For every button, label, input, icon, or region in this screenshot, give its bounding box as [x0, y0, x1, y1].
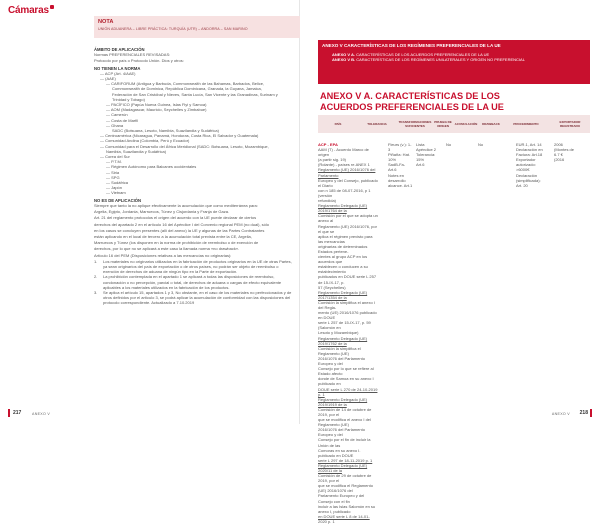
column-procedure	[516, 142, 546, 188]
table-cell-line: (a partir sig. 19)	[318, 157, 347, 163]
note-title: NOTA	[98, 19, 114, 25]
table-cell-line: incluir a las Islas Salomón en su anexo I, publicado	[318, 503, 376, 514]
text-line: — Corea del Sur	[100, 154, 130, 160]
table-cell-line: Reglamento Delegado (UE) 2019/1762 de la	[318, 335, 368, 346]
table-cell-line: (2016	[554, 157, 565, 163]
column-country	[318, 142, 378, 524]
table-header-cell: TOLERANCIA	[367, 122, 387, 126]
table-cell-line: serie L 257 de 15-IX-17, p. 59 (Salomón en	[318, 320, 371, 331]
table-header-cell: PAÍS	[334, 122, 342, 126]
table-cell-line: Europeo y del Consejo, publicado el Diario	[318, 177, 378, 188]
text-line: — Vietnam	[106, 190, 126, 196]
table-cell-line: (Montes de	[554, 147, 575, 153]
numbered-paragraph	[94, 274, 294, 290]
table-cell-line: donde de Samoa en su anexo I publicado en	[318, 376, 374, 387]
table-cell-line: Reglamento Delegado (UE) 2019/1919 de la	[318, 396, 368, 407]
table-cell-line: Comisión de 14 de octubre de 2019, por el	[318, 406, 372, 417]
text-line: Normas PREFERENCIALES REVISADAS:	[94, 52, 171, 58]
column-cumulation	[446, 142, 476, 147]
table-cell-line: originarias de determinados Estados pertene-	[318, 243, 368, 254]
table-cell-line: establecen o conducen a su establecimiento	[318, 264, 368, 275]
table-header-cell: DRAWBACK	[482, 122, 500, 126]
table-cell-line: alcance. Art.1	[388, 182, 413, 188]
table-cell-line: >6000€	[516, 167, 530, 173]
text-line: — PACÍFICO (Papúa Nueva Guinea, Islas Fiyi y Samoa)	[106, 102, 207, 108]
page-number-left: 217	[13, 410, 22, 416]
table-cell-line: Apéndice 2	[416, 147, 437, 153]
table-cell-line: Declaración en	[516, 147, 543, 153]
table-header-row	[318, 115, 590, 133]
annex-index-box	[318, 40, 590, 84]
text-line: — ACP (Art. 4/AAE)	[100, 70, 136, 76]
table-cell-line: que se modifica el anexo I del Reglamento (UE)	[318, 417, 371, 428]
table-cell-line: Tolerancia: 15%	[416, 152, 436, 163]
section-heading: NO TIENEN LA NORMA	[94, 65, 141, 71]
text-line: — Japón	[106, 185, 123, 191]
column-registered-exporter	[554, 142, 589, 162]
table-cell-line: Comisión la simplifica el Reglamento (UE)	[318, 345, 361, 356]
camaras-logo: Cámaras	[8, 5, 54, 16]
page-accent-bar-right	[590, 409, 592, 417]
table-cell-line: Reglamento (UE) 2016/1076, por el que se	[318, 223, 377, 234]
annex-heading-line2: ACUERDOS PREFERENCIALES DE LA UE	[320, 101, 504, 112]
text-line: — Sudáfrica	[106, 180, 129, 186]
page-label-right: ANEXO V	[551, 412, 570, 416]
text-line: están aplicando en el local de tercero a la acumulación total prevista entre la CE, Argelia,	[94, 233, 252, 239]
table-cell-line: ACP - EPA	[318, 142, 338, 147]
text-line: — CARIFORUM (Antigua y Barbuda, Commonwealth de las Bahamas, Barbados, Belice,	[106, 81, 265, 87]
left-body-text	[94, 45, 294, 306]
right-page	[300, 0, 600, 524]
text-line: — Centroamérica (Nicaragua, Panamá, Honduras, Costa Rica, El Salvador y Guatemala)	[100, 133, 259, 139]
text-line: — AOM (Madagascar, Mauricio, Seychelles y Zimbabue)	[106, 107, 207, 113]
table-cell-line: Comisión de 29 de octubre de 2019, por el	[318, 473, 372, 484]
table-header-cell: EXPORTADOR REGISTRADO	[559, 120, 581, 128]
left-page	[0, 0, 300, 424]
table-cell-line: serie L 297 de 18-11-2019 p. 1	[318, 457, 373, 463]
table-cell-line: Consejo por lo que se refiere al Estado afecto	[318, 366, 374, 377]
paragraph-number: 1.	[94, 258, 98, 264]
table-cell-line: Exportador	[516, 157, 536, 163]
table-cell-line: DOUE serie L 270 de 24-10-2019 p. 1	[318, 386, 378, 397]
column-transformations	[416, 142, 441, 167]
paragraph-number: 2.	[94, 274, 98, 280]
text-line: Federación de San Cristóbal y Nieves, Santa Lucía, San Vicente y las Granadinas, Surinam y	[112, 91, 278, 97]
table-header-cell: TRANSFORMACIONES SUFICIENTES	[398, 120, 432, 128]
text-line: — P.T.M.	[106, 159, 122, 165]
text-line: — Siria	[106, 169, 120, 175]
note-box	[94, 16, 300, 38]
table-cell-line: Reglamento (UE) 2016/1076 del Parlamento	[318, 167, 376, 178]
text-line: — Régimen Autónomo para Balcanes occidentales	[106, 164, 197, 170]
text-line: — Comunidad Andina (Colombia, Perú y Ecuador)	[100, 138, 190, 144]
text-line: Protocolo por país o Protocolo Unión. Dios y otros:	[94, 58, 184, 64]
text-line: — Comunidad para el Desarrollo del África Meridional (SADC: Botsuana, Lesoto, Mozambique,	[100, 143, 269, 149]
table-cell-line: Notes en	[388, 172, 405, 178]
table-cell-line: Reglamento Delegado (UE) 2020/11 de la	[318, 462, 368, 473]
section-heading: NO ES DE APLICACIÓN	[94, 197, 142, 203]
table-cell-line: EUR.1, Art. 14	[516, 142, 542, 147]
table-cell-line: No	[478, 142, 484, 147]
text-line: derechos, por lo que no se aplicará a este caso la llamada norma «no drawback».	[94, 246, 240, 252]
annex-heading	[320, 91, 590, 112]
numbered-paragraph	[94, 259, 294, 275]
table-header-cell: ACUMULACIÓN	[454, 122, 478, 126]
table-header-cell: PRUEBA DE ORIGEN	[434, 120, 452, 128]
table-cell-line: 57 (Seychelles)	[318, 284, 346, 290]
table-cell-line: con n 185 de 08-07-2016, p 1 (versión	[318, 187, 371, 198]
table-cell-line: publicados en DOUE serie L 257 de 15-IX-17, p.	[318, 274, 377, 285]
table-cell-line: Parlamento Europeo y del Consejo con el fin	[318, 493, 365, 504]
paragraph-text: La prohibición contemplada en el apartado 1 se aplicará a todas las disposiciones de reembolso, condonación o no percepción, parcial o total, de derechos de aduana o cargas de efecto equivalente aplicables a los materiales utilizados en la fabricación de los productos.	[103, 274, 282, 290]
numbered-paragraph	[94, 290, 294, 306]
column-tolerance	[388, 142, 413, 188]
table-cell-line: refundida)	[318, 198, 337, 204]
table-cell-line: Lesoto y Mozambique)	[318, 330, 359, 336]
table-header-cell: PROCEDIMIENTO	[513, 122, 539, 126]
table-cell-line: Art.6	[416, 162, 425, 168]
table-cell-line: (Rolante) - países re.ANEX 1	[318, 162, 370, 168]
annex-index-list	[322, 52, 586, 62]
section-heading: ÁMBITO DE APLICACIÓN	[94, 47, 145, 52]
table-cell-line: Piñaña: Hat. 10%	[388, 152, 411, 163]
table-cell-line: Comoras en su anexo I. publicado en DOUE	[318, 447, 361, 458]
text-line: SADC (Botsuana, Lesoto, Namibia, Suazilandia y Sudáfrica)	[112, 128, 219, 134]
text-line: — SPG	[106, 174, 120, 180]
paragraph-text: Los materiales no originarios utilizados en la fabricación de productos originarios en la UE de otras Partes, ya sean originarios del país de exportación o de otros países, no podrán ser objeto de reembolso o exención de derechos de aduana de ningún tipo en la Parte de exportación.	[103, 258, 292, 275]
table-cell-line: autorizado:	[516, 162, 536, 168]
text-line: Art. 21 del reglamento protocolos el origen del acuerdo con la UE puede declarar de ciertos	[94, 215, 257, 221]
table-cell-line: Comisión por el que se adopta un anexo al	[318, 213, 378, 224]
table-cell-line: cientes al grupo ACP en los acuerdos que	[318, 254, 368, 265]
text-line: Trinidad y Tobago)	[112, 96, 145, 102]
text-line: Artículo 16 del PEM (Disposiciones relativas a las mercancías no originarias):	[94, 252, 232, 258]
text-line: Siempre que tanto la no aplique efectivamente la acumulación que como mediterránea para:	[94, 202, 258, 208]
annex-index-item[interactable]: ANEXO V B. CARACTERÍSTICAS DE LOS REGÍMENES UNILATERALES Y ORIGEN NO PREFERENCIAL	[332, 57, 525, 62]
table-cell-line: Reglamento Delegado (UE) 2019/1764 de la	[318, 203, 368, 214]
annex-index-title: ANEXO V CARACTERÍSTICAS DE LOS REGÍMENES PREFERENCIALES DE LA UE	[322, 43, 501, 48]
text-line: — Ghana	[106, 122, 124, 128]
table-cell-line: 6.7 €	[554, 152, 563, 158]
text-line: — Costa de Marfil	[106, 117, 139, 123]
table-cell-line: Factura: Art.18	[516, 152, 543, 158]
table-cell-line: 2016/1076 del Parlamento Europeo y del	[318, 355, 365, 367]
table-cell-line: No	[446, 142, 452, 147]
table-cell-line: Art. 20	[516, 182, 528, 188]
table-cell-line: Reglamento Delegado (UE) 2017/1354 de la	[318, 289, 368, 300]
text-line: derechos del apartado 2 en el artículo 16 del Apéndice I del Convenio regional PEM (no dual), sólo	[94, 221, 270, 227]
table-cell-line: Declaración	[516, 172, 538, 178]
page-label-left: ANEXO V	[32, 412, 51, 416]
page-accent-bar	[8, 409, 10, 417]
page-number-right: 218	[579, 410, 588, 416]
text-line: — (AAE)	[100, 76, 116, 82]
table-cell-line: desarrollo	[388, 177, 406, 183]
note-subtitle: UNIÓN ADUANERA – LIBRE PRÁCTICA: TURQUÍA (UTR) – ANDORRA – SAN MARINO	[98, 27, 248, 31]
paragraph-text: Se aplica el artículo 15, apartados 1 y 3, No obstante, en el caso de los materiales no perfeccionados y de otros definidos por el artículo 3, se podrá aplicar la acumulación de conformidad con las disposiciones del protocolo correspondiente. Actualizado a 7.10.2019	[103, 289, 292, 306]
text-line: Argelia, Egipto, Jordania, Marruecos, Túnez y Cisjordania y Franja de Gaza.	[94, 209, 230, 215]
table-cell-line: Comisión la simplifica el anexo I del Regla-	[318, 299, 375, 310]
text-line: Marruecos y Túnez (los disponen en la norma de prohibición de reembolso o de exención de	[94, 240, 259, 246]
table-cell-line: Lista	[416, 142, 425, 147]
annex-heading-line1: ANEXO V A. CARACTERÍSTICAS DE LOS	[320, 91, 500, 101]
table-cell-line: 2016/1076 del Parlamento Europeo y del	[318, 427, 365, 438]
table-cell-line: AAM (T) - Acuerdo Marco de origen	[318, 147, 369, 158]
paragraph-number: 3.	[94, 289, 98, 295]
table-cell-line: Fleurs (v.): 1-3	[388, 142, 412, 153]
text-line: — Camerún	[106, 112, 128, 118]
table-cell-line: aplica el régimen previsto para las mercancías	[318, 233, 373, 244]
text-line: Namibia, Suazilandia y Sudáfrica)	[106, 148, 167, 154]
text-line: Commonwealth de Dominica, República Dominicana, Granada, la Guyana, Jamaica,	[112, 86, 262, 92]
table-cell-line: mento (UE) 2016/1076 publicado en DOUE	[318, 310, 377, 321]
text-line: en los casos se concluyen presentes (allí del anexo) la UE y algunas de las Partes Contratantes	[94, 227, 265, 233]
table-cell-line: en DOUE serie L 8 de 14-01-2020 p. 1	[318, 513, 370, 524]
table-cell-line: que se modifica el Reglamento (UE) 2016/1076 del	[318, 483, 373, 494]
column-drawback	[478, 142, 498, 147]
table-cell-line: 2006	[554, 142, 563, 147]
table-cell-line: (simplificada):	[516, 177, 541, 183]
annex-index-item[interactable]: ANEXO V A. CARACTERÍSTICAS DE LOS ACUERDOS PREFERENCIALES DE LA UE	[332, 52, 490, 57]
table-cell-line: SadB-Fa-Art.6	[388, 162, 406, 173]
table-cell-line: Consejo por el fin de incluir la Unión de las	[318, 437, 371, 448]
